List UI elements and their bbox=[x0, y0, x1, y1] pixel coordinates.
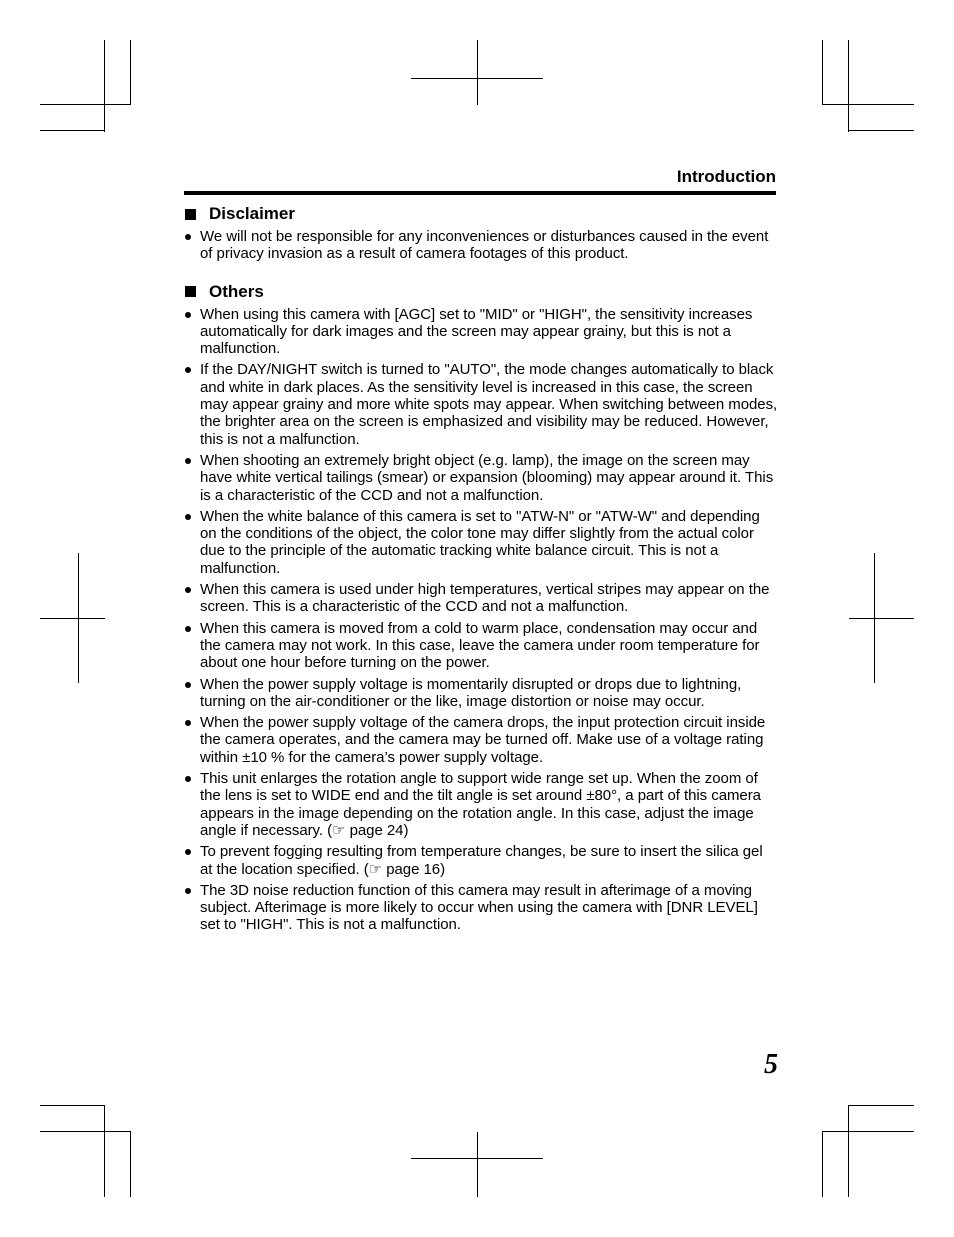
disclaimer-heading bbox=[184, 203, 778, 225]
bullet-icon bbox=[185, 776, 191, 782]
list-item: When the power supply voltage is momentarily disrupted or drops due to lightning, turning on the air-conditioner or the like, image distortion or noise may occur. bbox=[184, 676, 778, 711]
list-item: When shooting an extremely bright object (e.g. lamp), the image on the screen may have white vertical tailings (smear) or expansion (blooming) may appear around it. This is a characteristic of the CCD and not a malfunction. bbox=[184, 452, 778, 504]
disclaimer-list bbox=[184, 228, 778, 263]
bullet-icon bbox=[185, 458, 191, 464]
others-heading bbox=[184, 281, 778, 303]
section-divider bbox=[184, 191, 776, 195]
list-item: If the DAY/NIGHT switch is turned to "AUTO", the mode changes automatically to black and white in dark places. As the sensitivity level is increased in this case, the screen may appear grainy and more white spots may appear. When switching between modes, the brighter area on the screen is emphasized and visibility may be reduced. However, this is not a malfunction. bbox=[184, 361, 778, 447]
bullet-icon bbox=[185, 587, 191, 593]
bullet-icon bbox=[185, 626, 191, 632]
bullet-icon bbox=[185, 234, 191, 240]
page-content bbox=[184, 203, 778, 938]
list-item: The 3D noise reduction function of this camera may result in afterimage of a moving subject. Afterimage is more likely to occur when using the camera with [DNR LEVEL] set to "HIGH". This is not a malfunction. bbox=[184, 882, 778, 934]
list-item: When this camera is moved from a cold to warm place, condensation may occur and the camera may not work. In this case, leave the camera under room temperature for about one hour before turning on the power. bbox=[184, 620, 778, 672]
square-bullet-icon bbox=[185, 286, 196, 297]
bullet-icon bbox=[185, 720, 191, 726]
list-item: When this camera is used under high temperatures, vertical stripes may appear on the screen. This is a characteristic of the CCD and not a malfunction. bbox=[184, 581, 778, 616]
section-header: Introduction bbox=[676, 167, 776, 186]
list-item: When the power supply voltage of the camera drops, the input protection circuit inside the camera operates, and the camera may be turned off. Make use of a voltage rating within ±10 % for the camera’s power supply voltage. bbox=[184, 714, 778, 766]
bullet-icon bbox=[185, 367, 191, 373]
square-bullet-icon bbox=[185, 209, 196, 220]
list-item: When using this camera with [AGC] set to "MID" or "HIGH", the sensitivity increases automatically for dark images and the screen may appear grainy, but this is not a malfunction. bbox=[184, 306, 778, 358]
list-item: We will not be responsible for any inconveniences or disturbances caused in the event of privacy invasion as a result of camera footages of this product. bbox=[184, 228, 778, 263]
page-number: 5 bbox=[764, 1049, 778, 1080]
heading-text: Others bbox=[209, 281, 264, 301]
bullet-icon bbox=[185, 682, 191, 688]
bullet-icon bbox=[185, 849, 191, 855]
list-item: To prevent fogging resulting from temperature changes, be sure to insert the silica gel at the location specified. (☞ page 16) bbox=[184, 843, 778, 878]
bullet-icon bbox=[185, 514, 191, 520]
bullet-icon bbox=[185, 312, 191, 318]
list-item: This unit enlarges the rotation angle to support wide range set up. When the zoom of the lens is set to WIDE end and the tilt angle is set around ±80°, a part of this camera appears in the image depending on the rotation angle. In this case, adjust the image angle if necessary. (☞ page 24) bbox=[184, 770, 778, 839]
list-item: When the white balance of this camera is set to "ATW-N" or "ATW-W" and depending on the conditions of the object, the color tone may differ slightly from the actual color due to the principle of the automatic tracking white balance circuit. This is not a malfunction. bbox=[184, 508, 778, 577]
heading-text: Disclaimer bbox=[209, 204, 295, 223]
others-list bbox=[184, 306, 778, 934]
bullet-icon bbox=[185, 888, 191, 894]
